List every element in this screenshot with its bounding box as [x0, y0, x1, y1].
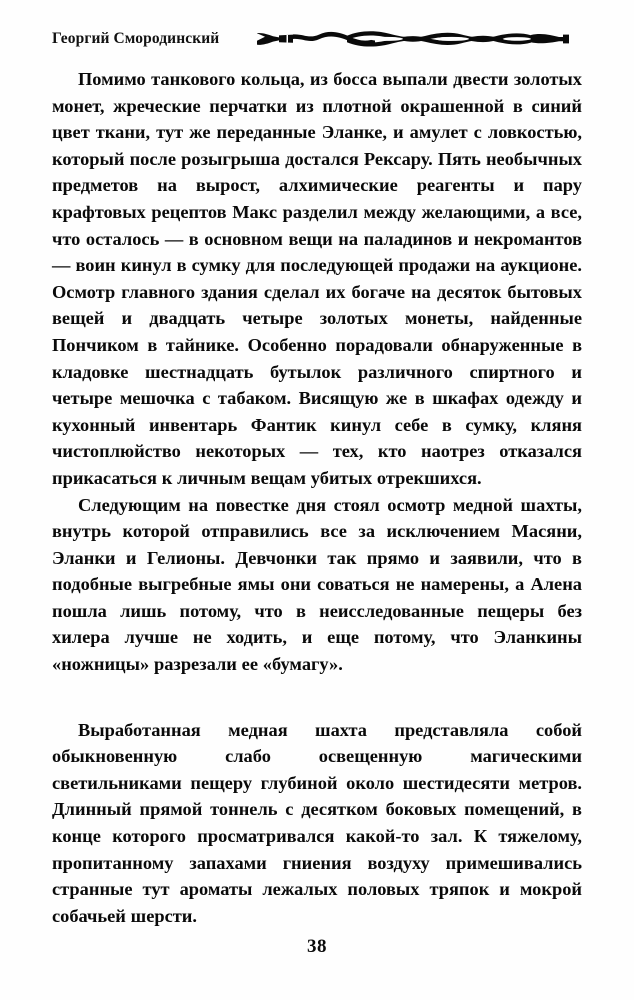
- twisted-rope-ornament-icon: [255, 24, 571, 54]
- paragraph: Выработанная медная шахта представляла собой обыкновенную слабо освещенную магическими светильниками пещеру глубиной около шестидесяти метров. Длинный прямой тоннель с десятком боковых помещений, в конце которого просматривался какой-то зал. К тяжелому, пропитанному запахами гниения воздуху примешивались странные тут ароматы лежалых половых тряпок и мокрой собачьей шерсти.: [52, 719, 582, 926]
- paragraph: Помимо танкового кольца, из босса выпали двести золотых монет, жреческие перчатки из плотной окрашенной в синий цвет ткани, тут же переданные Эланке, и амулет с ловкостью, который после розыгрыша достался Рексару. Пять необычных предметов на вырост, алхимические реагенты и пару крафтовых рецептов Макс разделил между желающими, а все, что осталось — в основном вещи на паладинов и некромантов — воин кинул в сумку для последующей продажи на аукционе. Осмотр главного здания сделал их богаче на десяток бытовых вещей и двадцать четыре золотых монеты, найденные Пончиком в тайнике. Особенно порадовали обнаруженные в кладовке шестнадцать бутылок различного спиртного и четыре мешочка с табаком. Висящую же в шкафах одежду и кухонный инвентарь Фантик кинул себе в сумку, кляня чистоплюйство некоторых — тех, кто наотрез отказался прикасаться к личным вещам убитых отрекшихся.: [52, 69, 582, 488]
- paragraph: Следующим на повестке дня стоял осмотр медной шахты, внутрь которой отправились все за исключением Масяни, Эланки и Гелионы. Девчонки так прямо и заявили, что в подобные выгребные ямы они соваться не намерены, а Алена пошла лишь потому, что в неисследованные пещеры без хилера лучше не ходить, и еще потому, что Эланкины «ножницы» разрезали ее «бумагу».: [52, 494, 582, 675]
- page-number: 38: [307, 936, 327, 957]
- running-head: [52, 22, 582, 56]
- body-text-block: [52, 66, 582, 929]
- author-name: Георгий Смородинский: [52, 29, 220, 48]
